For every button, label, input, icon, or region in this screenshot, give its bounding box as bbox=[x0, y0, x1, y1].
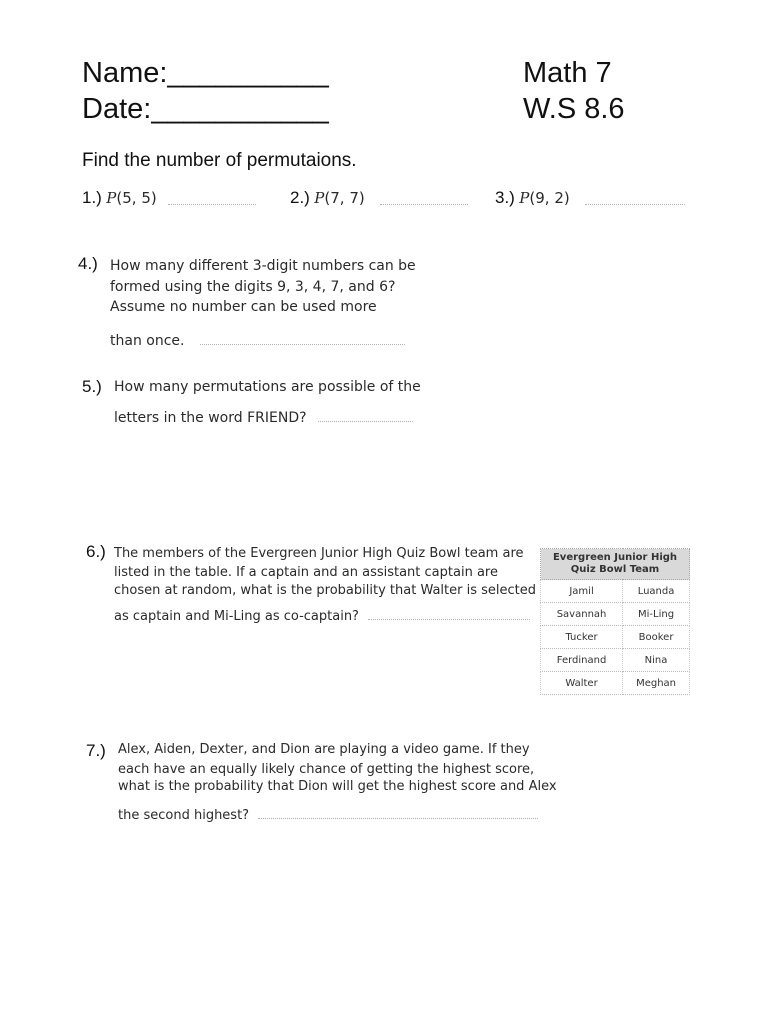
name-line bbox=[82, 56, 329, 90]
q6-number: 6.) bbox=[86, 542, 106, 561]
q5-line-2: letters in the word FRIEND? bbox=[114, 410, 307, 426]
q7-number: 7.) bbox=[86, 741, 106, 760]
table-row bbox=[541, 603, 690, 626]
table-row bbox=[541, 626, 690, 649]
q7-line-3: what is the probability that Dion will get the highest score and Alex bbox=[118, 779, 557, 794]
problem-1 bbox=[82, 188, 157, 208]
answer-line-4[interactable] bbox=[200, 344, 405, 345]
team-table-title: Evergreen Junior High Quiz Bowl Team bbox=[541, 549, 690, 580]
q6-line-2: listed in the table. If a captain and an assistant captain are bbox=[114, 565, 498, 580]
problem-number: 3.) bbox=[495, 188, 515, 207]
table-cell: Luanda bbox=[623, 580, 690, 603]
answer-line-6[interactable] bbox=[368, 619, 530, 620]
course-title: Math 7 bbox=[523, 57, 612, 89]
perm-function: P bbox=[106, 189, 117, 207]
table-cell: Ferdinand bbox=[541, 649, 623, 672]
answer-line-2[interactable] bbox=[380, 204, 468, 205]
q7-line-2: each have an equally likely chance of getting the highest score, bbox=[118, 762, 535, 777]
answer-line-7[interactable] bbox=[258, 818, 538, 819]
q6-line-3: chosen at random, what is the probability that Walter is selected bbox=[114, 583, 537, 598]
date-label: Date: bbox=[82, 93, 152, 125]
perm-args: (9, 2) bbox=[529, 189, 570, 207]
q4-line-1: How many different 3-digit numbers can be bbox=[110, 258, 416, 274]
table-cell: Walter bbox=[541, 672, 623, 695]
table-cell: Nina bbox=[623, 649, 690, 672]
table-row bbox=[541, 672, 690, 695]
table-row bbox=[541, 649, 690, 672]
perm-function: P bbox=[314, 189, 325, 207]
answer-line-5[interactable] bbox=[318, 421, 413, 422]
date-blank[interactable]: ___________ bbox=[151, 93, 329, 125]
table-row bbox=[541, 580, 690, 603]
q5-number: 5.) bbox=[82, 377, 102, 396]
worksheet-id: W.S 8.6 bbox=[523, 93, 625, 125]
q6-line-4: as captain and Mi-Ling as co-captain? bbox=[114, 609, 359, 624]
q6-line-1: The members of the Evergreen Junior High Quiz Bowl team are bbox=[114, 546, 524, 561]
perm-args: (5, 5) bbox=[116, 189, 157, 207]
answer-line-1[interactable] bbox=[168, 204, 256, 205]
table-cell: Meghan bbox=[623, 672, 690, 695]
problem-2 bbox=[290, 188, 365, 208]
problem-number: 2.) bbox=[290, 188, 310, 207]
q7-line-1: Alex, Aiden, Dexter, and Dion are playing a video game. If they bbox=[118, 742, 530, 757]
q5-line-1: How many permutations are possible of the bbox=[114, 379, 421, 395]
perm-args: (7, 7) bbox=[324, 189, 365, 207]
table-cell: Tucker bbox=[541, 626, 623, 649]
name-label: Name: bbox=[82, 57, 168, 89]
problem-number: 1.) bbox=[82, 188, 102, 207]
table-cell: Mi-Ling bbox=[623, 603, 690, 626]
date-line bbox=[82, 92, 329, 126]
quiz-bowl-team-table bbox=[540, 548, 690, 695]
table-cell: Jamil bbox=[541, 580, 623, 603]
q4-line-4: than once. bbox=[110, 333, 185, 349]
problem-3 bbox=[495, 188, 570, 208]
q7-line-4: the second highest? bbox=[118, 808, 250, 823]
table-cell: Booker bbox=[623, 626, 690, 649]
instructions: Find the number of permutaions. bbox=[82, 150, 357, 171]
q4-number: 4.) bbox=[78, 254, 98, 273]
answer-line-3[interactable] bbox=[585, 204, 685, 205]
perm-function: P bbox=[519, 189, 530, 207]
q4-line-3: Assume no number can be used more bbox=[110, 299, 377, 315]
q4-line-2: formed using the digits 9, 3, 4, 7, and 6? bbox=[110, 279, 396, 295]
table-cell: Savannah bbox=[541, 603, 623, 626]
name-blank[interactable]: __________ bbox=[167, 57, 329, 89]
